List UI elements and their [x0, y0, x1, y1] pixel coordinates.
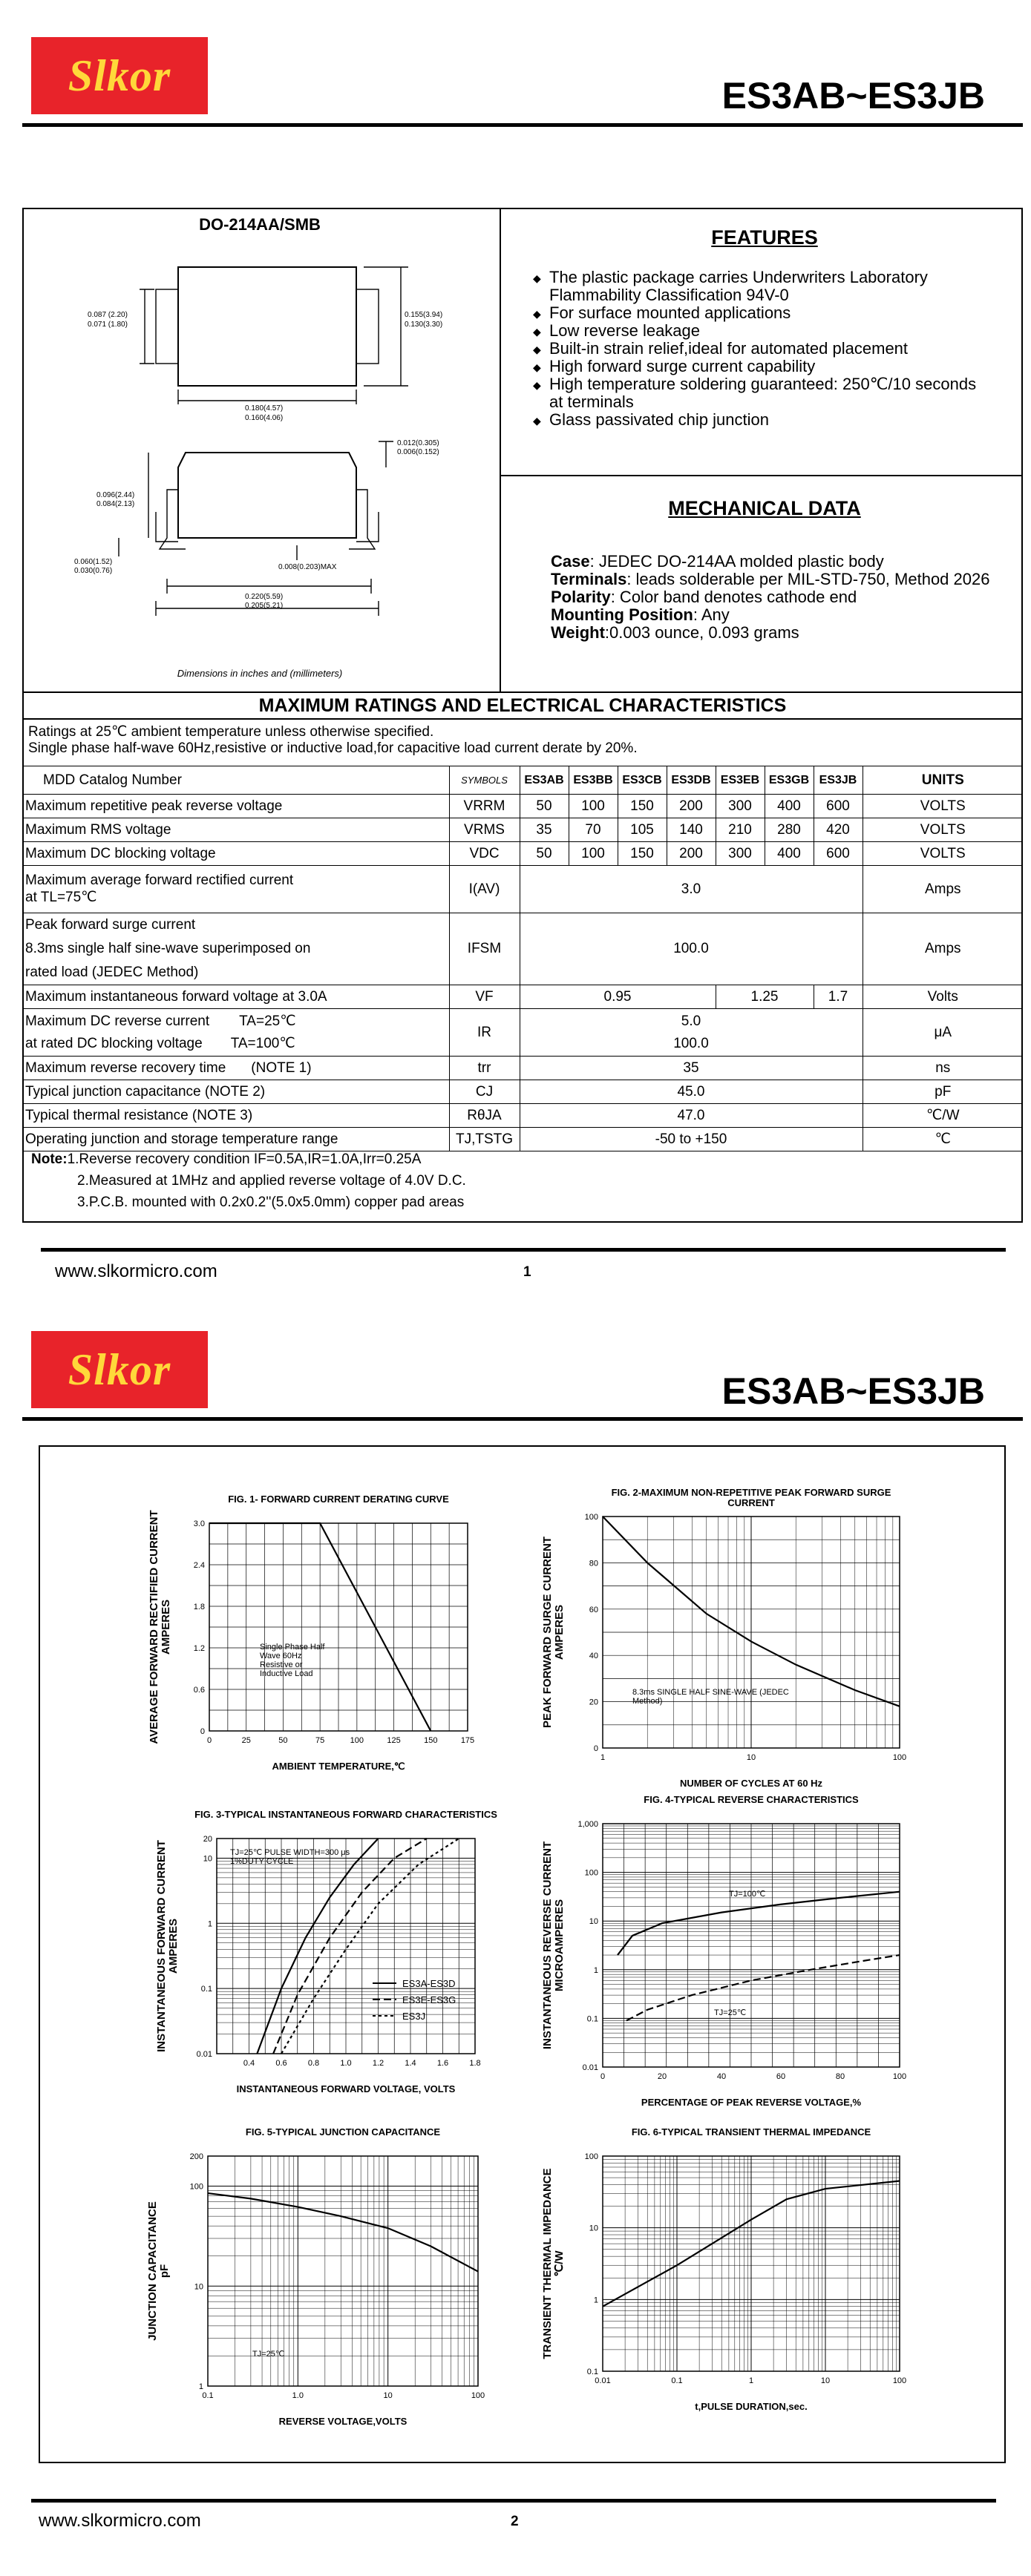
- mech-value: :0.003 ounce, 0.093 grams: [604, 623, 799, 642]
- y-tick-label: 0.1: [586, 2014, 598, 2024]
- x-tick-label: 10: [383, 2391, 393, 2400]
- dim-text: 0.006(0.152): [397, 448, 439, 456]
- chart-annotation: Method): [632, 1697, 663, 1706]
- series-label: TJ=100℃: [729, 1890, 766, 1899]
- ratings-intro: [28, 724, 638, 757]
- y-axis-label-line: PEAK FORWARD SURGE CURRENT: [541, 1536, 554, 1729]
- series-line: [208, 2193, 478, 2272]
- mechanical-data: [551, 553, 996, 642]
- header-symbols: SYMBOLS: [449, 766, 520, 795]
- x-tick-label: 100: [350, 1736, 364, 1745]
- chart-title: CURRENT: [727, 1497, 775, 1508]
- row-unit: ns: [863, 1057, 1023, 1080]
- cell: 5.0: [681, 1013, 701, 1029]
- row-label: at TL=75℃: [25, 890, 97, 905]
- row-unit: μA: [863, 1009, 1023, 1057]
- cell: 210: [716, 818, 765, 842]
- footer-rule: [41, 1248, 1006, 1252]
- mech-value: : JEDEC DO-214AA molded plastic body: [589, 552, 884, 571]
- row-label: Peak forward surge current: [25, 917, 196, 933]
- x-tick-label: 1.8: [469, 2059, 481, 2068]
- cell: 600: [814, 795, 863, 818]
- header-part: ES3AB: [520, 766, 569, 795]
- dim-text: 0.155(3.94): [405, 311, 443, 319]
- x-tick-label: 0.6: [275, 2059, 287, 2068]
- ratings-title-rule: [22, 718, 1023, 720]
- x-tick-label: 0.8: [307, 2059, 320, 2068]
- dim-text: 0.160(4.06): [245, 414, 284, 422]
- table-row: [22, 1104, 1023, 1128]
- header-part: ES3BB: [569, 766, 618, 795]
- row-symbol: I(AV): [449, 866, 520, 913]
- dim-text: 0.071 (1.80): [88, 321, 128, 329]
- row-label: Maximum DC reverse current: [25, 1013, 210, 1029]
- x-axis-label: INSTANTANEOUS FORWARD VOLTAGE, VOLTS: [236, 2083, 456, 2094]
- cell: 105: [618, 818, 667, 842]
- x-tick-label: 100: [892, 2376, 907, 2385]
- note-item: 2.Measured at 1MHz and applied reverse voltage of 4.0V D.C.: [77, 1173, 466, 1189]
- y-tick-label: 0.1: [200, 1985, 212, 1994]
- footer-rule: [31, 2499, 996, 2503]
- y-axis-label-line: INSTANTANEOUS FORWARD CURRENT: [155, 1840, 168, 2052]
- x-tick-label: 1.0: [292, 2391, 304, 2400]
- row-label: at rated DC blocking voltage: [25, 1035, 203, 1051]
- row-symbol: RθJA: [449, 1104, 520, 1128]
- x-tick-label: 20: [657, 2072, 667, 2081]
- x-tick-label: 60: [776, 2072, 786, 2081]
- y-tick-label: 0.01: [582, 2063, 598, 2072]
- mech-key: Terminals: [551, 570, 627, 588]
- header-part: ES3GB: [765, 766, 814, 795]
- series-line: [281, 1839, 459, 2054]
- cell: 35: [520, 1057, 863, 1080]
- x-tick-label: 150: [424, 1736, 438, 1745]
- cell: 3.0: [520, 866, 863, 913]
- charts-canvas: [39, 1445, 1006, 2463]
- features-list: [533, 269, 993, 429]
- y-tick-label: 200: [189, 2152, 203, 2161]
- y-tick-label: 0.1: [586, 2368, 598, 2376]
- y-axis-label: [148, 1510, 172, 1744]
- mech-key: Mounting Position: [551, 605, 693, 624]
- header-part: ES3DB: [667, 766, 716, 795]
- notes-head: Note:: [31, 1151, 68, 1167]
- row-symbol: CJ: [449, 1080, 520, 1104]
- page-title: ES3AB~ES3JB: [721, 75, 985, 116]
- row-unit: pF: [863, 1080, 1023, 1104]
- table-header-row: [22, 766, 1023, 795]
- header-units: UNITS: [863, 766, 1023, 795]
- note-item: 3.P.C.B. mounted with 0.2x0.2''(5.0x5.0mm) copper pad areas: [77, 1195, 465, 1210]
- table-row: [22, 1009, 1023, 1057]
- x-tick-label: 1: [748, 2376, 754, 2385]
- table-row: [22, 866, 1023, 913]
- y-tick-label: 2.4: [193, 1561, 205, 1570]
- x-tick-label: 1.6: [436, 2059, 449, 2068]
- row-label: Maximum RMS voltage: [22, 818, 449, 842]
- chart-annotation: Single Phase Half: [260, 1643, 325, 1652]
- series-line: [626, 1955, 900, 2020]
- x-tick-label: 25: [241, 1736, 251, 1745]
- cell: 100: [569, 842, 618, 866]
- cell: 35: [520, 818, 569, 842]
- y-axis-label: [541, 2168, 566, 2359]
- brand-logo: Slkor: [31, 1331, 208, 1408]
- feature-item: ◆ High forward surge current capability: [533, 358, 993, 375]
- x-tick-label: 100: [471, 2391, 485, 2400]
- chart-annotation: Inductive Load: [260, 1669, 313, 1678]
- y-tick-label: 20: [589, 1698, 598, 1707]
- x-tick-label: 0.01: [595, 2376, 611, 2385]
- row-label: 8.3ms single half sine-wave superimposed on: [25, 941, 311, 956]
- x-axis-label: REVERSE VOLTAGE,VOLTS: [278, 2416, 408, 2427]
- x-tick-label: 0.1: [671, 2376, 683, 2385]
- header-part: ES3EB: [716, 766, 765, 795]
- x-tick-label: 80: [835, 2072, 845, 2081]
- package-title: DO-214AA/SMB: [199, 215, 321, 234]
- y-tick-label: 10: [589, 1917, 598, 1927]
- cell: 420: [814, 818, 863, 842]
- y-tick-label: 100: [584, 2152, 598, 2161]
- mech-value: : leads solderable per MIL-STD-750, Method 2026: [626, 570, 990, 588]
- cell: 47.0: [520, 1104, 863, 1128]
- mech-key: Case: [551, 552, 590, 571]
- chart-title: FIG. 4-TYPICAL REVERSE CHARACTERISTICS: [644, 1794, 859, 1805]
- feature-item: ◆ Low reverse leakage: [533, 322, 993, 340]
- x-axis-label: PERCENTAGE OF PEAK REVERSE VOLTAGE,%: [641, 2097, 862, 2108]
- row-label: Operating junction and storage temperature range: [22, 1128, 449, 1151]
- footer-url: www.slkormicro.com: [39, 2511, 201, 2531]
- y-tick-label: 10: [194, 2282, 203, 2292]
- x-tick-label: 0.1: [202, 2391, 214, 2400]
- cell: 1.7: [814, 985, 863, 1009]
- box-vdivider: [500, 208, 501, 692]
- mech-key: Polarity: [551, 588, 611, 606]
- feature-item: ◆ High temperature soldering guaranteed: 250℃/10 seconds at terminals: [533, 375, 993, 411]
- x-tick-label: 10: [746, 1753, 756, 1762]
- x-tick-label: 1.2: [372, 2059, 384, 2068]
- row-label: Typical junction capacitance (NOTE 2): [22, 1080, 449, 1104]
- dim-text: 0.096(2.44): [96, 491, 135, 499]
- cell: 50: [520, 842, 569, 866]
- row-unit: ℃: [863, 1128, 1023, 1151]
- table-row: [22, 1057, 1023, 1080]
- row-label: Maximum DC blocking voltage: [22, 842, 449, 866]
- legend-label: ES3J: [402, 2011, 426, 2022]
- row-symbol: VF: [449, 985, 520, 1009]
- x-tick-label: 10: [820, 2376, 831, 2385]
- row-symbol: IR: [449, 1009, 520, 1057]
- y-tick-label: 0.01: [196, 2050, 212, 2059]
- y-tick-label: 10: [203, 1854, 212, 1864]
- ratings-table: [22, 766, 1023, 1151]
- chart-annotation: Resistive or: [260, 1660, 303, 1669]
- dim-text: 0.205(5.21): [245, 602, 284, 610]
- cell: 600: [814, 842, 863, 866]
- y-tick-label: 100: [189, 2182, 203, 2192]
- mechanical-title: MECHANICAL DATA: [668, 497, 861, 519]
- cell: 0.95: [520, 985, 716, 1009]
- dim-text: 0.012(0.305): [397, 439, 439, 447]
- dim-text: 0.087 (2.20): [88, 311, 128, 319]
- header-rule: [22, 123, 1023, 127]
- legend-label: ES3A-ES3D: [402, 1978, 456, 1989]
- y-tick-label: 1.8: [193, 1603, 205, 1611]
- cell: 100.0: [520, 913, 863, 985]
- row-unit: VOLTS: [863, 818, 1023, 842]
- row-symbol: trr: [449, 1057, 520, 1080]
- y-tick-label: 0.6: [193, 1686, 205, 1695]
- chart-title: FIG. 6-TYPICAL TRANSIENT THERMAL IMPEDANCE: [631, 2126, 871, 2138]
- y-axis-label: [541, 1537, 566, 1728]
- dim-text: 0.130(3.30): [405, 321, 443, 329]
- chart-annotation: TJ=25℃: [252, 2350, 285, 2359]
- chart-annotation: TJ=25℃ PULSE WIDTH=300 μs: [230, 1848, 350, 1857]
- ratings-intro-2: Single phase half-wave 60Hz,resistive or inductive load,for capacitive load current derate by 20%.: [28, 740, 638, 756]
- legend-label: ES3E-ES3G: [402, 1994, 456, 2005]
- mech-key: Weight: [551, 623, 605, 642]
- y-axis-label-line: AMPERES: [167, 1918, 180, 1974]
- row-condition: TA=25℃: [239, 1013, 296, 1029]
- row-symbol: TJ,TSTG: [449, 1128, 520, 1151]
- mech-value: : Color band denotes cathode end: [610, 588, 857, 606]
- dim-text: 0.220(5.59): [245, 593, 284, 601]
- y-axis-label: [541, 1841, 566, 2049]
- series-label: TJ=25℃: [714, 2008, 747, 2017]
- row-symbol: VRRM: [449, 795, 520, 818]
- y-axis-label-line: TRANSIENT THERMAL IMPEDANCE: [541, 2168, 554, 2359]
- header-rule: [22, 1417, 1023, 1421]
- cell: 400: [765, 842, 814, 866]
- dim-text: 0.008(0.203)MAX: [278, 563, 337, 571]
- x-axis-label: NUMBER OF CYCLES AT 60 Hz: [679, 1778, 823, 1789]
- y-axis-label: [146, 2201, 171, 2341]
- x-tick-label: 100: [892, 1753, 907, 1762]
- y-tick-label: 20: [203, 1835, 212, 1844]
- cell: 100.0: [673, 1035, 709, 1051]
- box-hdivider-ratings: [22, 691, 1023, 693]
- table-row: [22, 1080, 1023, 1104]
- cell: 100: [569, 795, 618, 818]
- y-axis-label-line: MICROAMPERES: [553, 1899, 566, 1992]
- y-axis-label-line: pF: [158, 2264, 171, 2278]
- header-part: ES3JB: [814, 766, 863, 795]
- cell: 50: [520, 795, 569, 818]
- table-row: [22, 818, 1023, 842]
- cell: -50 to +150: [520, 1128, 863, 1151]
- chart-title: FIG. 3-TYPICAL INSTANTANEOUS FORWARD CHARACTERISTICS: [194, 1809, 497, 1820]
- row-unit: Volts: [863, 985, 1023, 1009]
- row-label: Maximum reverse recovery time: [25, 1059, 226, 1076]
- cell: 45.0: [520, 1080, 863, 1104]
- row-unit: Amps: [863, 913, 1023, 985]
- x-tick-label: 0: [600, 2072, 606, 2081]
- row-condition: TA=100℃: [230, 1035, 295, 1051]
- row-symbol: IFSM: [449, 913, 520, 985]
- table-row: [22, 985, 1023, 1009]
- chart-title: FIG. 5-TYPICAL JUNCTION CAPACITANCE: [245, 2126, 441, 2138]
- ratings-title: MAXIMUM RATINGS AND ELECTRICAL CHARACTERISTICS: [258, 695, 787, 716]
- table-row: [22, 913, 1023, 985]
- row-label: Maximum instantaneous forward voltage at 3.0A: [22, 985, 449, 1009]
- box-hdivider: [500, 475, 1023, 476]
- row-symbol: VDC: [449, 842, 520, 866]
- notes: [31, 1149, 1011, 1213]
- y-tick-label: 3.0: [193, 1519, 205, 1528]
- x-axis-label: AMBIENT TEMPERATURE,℃: [272, 1761, 405, 1772]
- x-tick-label: 40: [716, 2072, 727, 2081]
- y-axis-label-line: ℃/W: [553, 2250, 566, 2277]
- y-tick-label: 0: [200, 1727, 205, 1736]
- y-tick-label: 1: [593, 1965, 598, 1975]
- feature-item: ◆ For surface mounted applications: [533, 304, 993, 322]
- dim-text: 0.180(4.57): [245, 404, 284, 413]
- row-unit: VOLTS: [863, 795, 1023, 818]
- page-number: 1: [523, 1264, 531, 1280]
- x-tick-label: 100: [892, 2072, 907, 2081]
- cell: 150: [618, 842, 667, 866]
- header-part: ES3CB: [618, 766, 667, 795]
- x-tick-label: 75: [315, 1736, 325, 1745]
- cell: 300: [716, 795, 765, 818]
- mech-value: : Any: [693, 605, 730, 624]
- y-axis-label-line: INSTANTANEOUS REVERSE CURRENT: [541, 1841, 554, 2050]
- y-tick-label: 40: [589, 1652, 598, 1661]
- y-tick-label: 1.2: [193, 1644, 205, 1653]
- page-number: 2: [511, 2514, 519, 2529]
- page-title: ES3AB~ES3JB: [721, 1370, 985, 1412]
- chart-annotation: Wave 60Hz: [260, 1652, 302, 1660]
- table-row: [22, 795, 1023, 818]
- y-tick-label: 100: [584, 1513, 598, 1522]
- brand-logo: Slkor: [31, 37, 208, 114]
- row-label: Maximum repetitive peak reverse voltage: [22, 795, 449, 818]
- row-symbol: VRMS: [449, 818, 520, 842]
- row-unit: Amps: [863, 866, 1023, 913]
- features-title: FEATURES: [711, 226, 818, 249]
- cell: 200: [667, 795, 716, 818]
- y-axis-label-line: AVERAGE FORWARD RECTIFIED CURRENT: [148, 1510, 160, 1744]
- table-row: [22, 1128, 1023, 1151]
- y-tick-label: 1,000: [577, 1820, 598, 1829]
- feature-item: ◆ Glass passivated chip junction: [533, 411, 993, 429]
- dim-text: 0.084(2.13): [96, 500, 135, 508]
- note-item: 1.Reverse recovery condition IF=0.5A,IR=1.0A,Irr=0.25A: [67, 1151, 422, 1167]
- chart-title: FIG. 2-MAXIMUM NON-REPETITIVE PEAK FORWARD SURGE: [611, 1487, 891, 1498]
- x-axis-label: t,PULSE DURATION,sec.: [695, 2401, 808, 2412]
- row-unit: ℃/W: [863, 1104, 1023, 1128]
- y-tick-label: 60: [589, 1605, 598, 1614]
- cell: 150: [618, 795, 667, 818]
- row-label: Typical thermal resistance (NOTE 3): [22, 1104, 449, 1128]
- y-tick-label: 1: [593, 2296, 598, 2305]
- cell: 280: [765, 818, 814, 842]
- feature-item: ◆ The plastic package carries Underwriters Laboratory Flammability Classification 94V-0: [533, 269, 993, 304]
- x-tick-label: 1.4: [405, 2059, 416, 2068]
- y-tick-label: 0: [593, 1744, 598, 1753]
- y-tick-label: 10: [589, 2224, 598, 2233]
- x-tick-label: 175: [460, 1736, 475, 1745]
- y-tick-label: 1: [207, 1919, 212, 1929]
- feature-item: ◆ Built-in strain relief,ideal for automated placement: [533, 340, 993, 358]
- chart-annotation: 8.3ms SINGLE HALF SINE-WAVE (JEDEC: [632, 1688, 789, 1697]
- x-tick-label: 125: [387, 1736, 401, 1745]
- table-row: [22, 842, 1023, 866]
- chart-annotation: 1%DUTY CYCLE: [230, 1857, 294, 1866]
- y-axis-label-line: AMPERES: [160, 1599, 172, 1655]
- y-axis-label-line: JUNCTION CAPACITANCE: [146, 2201, 159, 2341]
- series-line: [257, 1839, 378, 2054]
- chart-title: FIG. 1- FORWARD CURRENT DERATING CURVE: [228, 1494, 449, 1505]
- cell: 140: [667, 818, 716, 842]
- package-drawing: [74, 245, 475, 631]
- cell: 300: [716, 842, 765, 866]
- row-unit: VOLTS: [863, 842, 1023, 866]
- y-tick-label: 1: [198, 2382, 203, 2391]
- row-label: Maximum average forward rectified current: [25, 873, 294, 888]
- y-axis-label-line: AMPERES: [553, 1604, 566, 1660]
- cell: 1.25: [716, 985, 814, 1009]
- x-tick-label: 1.0: [340, 2059, 352, 2068]
- header-label: MDD Catalog Number: [22, 766, 449, 795]
- footer-url: www.slkormicro.com: [55, 1261, 217, 1281]
- dim-text: 0.030(0.76): [74, 567, 113, 575]
- row-note: (NOTE 1): [251, 1059, 312, 1076]
- x-tick-label: 0: [206, 1736, 212, 1745]
- dim-text: 0.060(1.52): [74, 558, 113, 566]
- x-tick-label: 0.4: [243, 2059, 255, 2068]
- y-tick-label: 80: [589, 1559, 598, 1568]
- ratings-intro-1: Ratings at 25℃ ambient temperature unless otherwise specified.: [28, 724, 434, 740]
- x-tick-label: 1: [600, 1753, 606, 1762]
- dims-note: Dimensions in inches and (millimeters): [177, 668, 343, 679]
- y-axis-label: [155, 1840, 180, 2052]
- row-label: rated load (JEDEC Method): [25, 965, 199, 980]
- y-tick-label: 100: [584, 1868, 598, 1878]
- cell: 70: [569, 818, 618, 842]
- x-tick-label: 50: [278, 1736, 288, 1745]
- cell: 400: [765, 795, 814, 818]
- cell: 200: [667, 842, 716, 866]
